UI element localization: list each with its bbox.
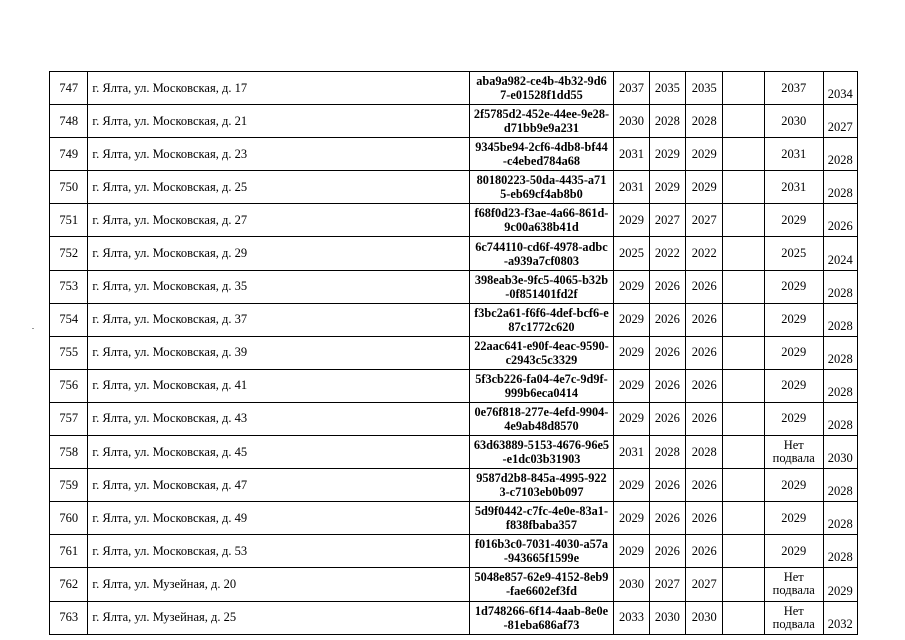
table-row bbox=[50, 105, 858, 138]
empty-cell bbox=[723, 436, 764, 469]
year-cell-2: 2026 bbox=[649, 535, 685, 568]
year-cell-3: 2022 bbox=[686, 237, 723, 270]
year-cell-5: 2029 bbox=[764, 336, 823, 369]
year-cell-1: 2033 bbox=[614, 601, 649, 634]
year-cell-3: 2029 bbox=[686, 138, 723, 171]
year-cell-2: 2027 bbox=[649, 568, 685, 601]
row-number-cell: 751 bbox=[50, 204, 88, 237]
year-cell-1: 2029 bbox=[614, 502, 649, 535]
year-cell-6: 2027 bbox=[823, 105, 857, 138]
table-row bbox=[50, 270, 858, 303]
table-row bbox=[50, 237, 858, 270]
year-cell-1: 2029 bbox=[614, 270, 649, 303]
house-guid-cell: aba9a982-ce4b-4b32-9d67-e01528f1dd55 bbox=[469, 72, 614, 105]
year-cell-2: 2028 bbox=[649, 436, 685, 469]
document-table-wrapper bbox=[49, 71, 858, 635]
house-guid-cell: 398eab3e-9fc5-4065-b32b-0f851401fd2f bbox=[469, 270, 614, 303]
year-cell-6: 2028 bbox=[823, 369, 857, 402]
year-cell-5: 2030 bbox=[764, 105, 823, 138]
year-cell-3: 2026 bbox=[686, 535, 723, 568]
year-cell-6: 2028 bbox=[823, 303, 857, 336]
house-guid-cell: 80180223-50da-4435-a715-eb69cf4ab8b0 bbox=[469, 171, 614, 204]
year-cell-6: 2028 bbox=[823, 171, 857, 204]
year-cell-3: 2030 bbox=[686, 601, 723, 634]
address-cell: г. Ялта, ул. Музейная, д. 20 bbox=[88, 568, 469, 601]
year-cell-1: 2031 bbox=[614, 436, 649, 469]
empty-cell bbox=[723, 72, 764, 105]
year-cell-5: Нет подвала bbox=[764, 436, 823, 469]
year-cell-5: 2029 bbox=[764, 402, 823, 435]
year-cell-1: 2025 bbox=[614, 237, 649, 270]
row-number-cell: 756 bbox=[50, 369, 88, 402]
house-guid-cell: f016b3c0-7031-4030-a57a-943665f1599e bbox=[469, 535, 614, 568]
year-cell-5: 2029 bbox=[764, 535, 823, 568]
row-number-cell: 761 bbox=[50, 535, 88, 568]
empty-cell bbox=[723, 171, 764, 204]
year-cell-2: 2022 bbox=[649, 237, 685, 270]
year-cell-6: 2028 bbox=[823, 469, 857, 502]
year-cell-2: 2030 bbox=[649, 601, 685, 634]
year-cell-6: 2028 bbox=[823, 270, 857, 303]
table-body bbox=[50, 72, 858, 635]
empty-cell bbox=[723, 535, 764, 568]
year-cell-3: 2026 bbox=[686, 303, 723, 336]
address-cell: г. Ялта, ул. Московская, д. 53 bbox=[88, 535, 469, 568]
table-row bbox=[50, 469, 858, 502]
year-cell-1: 2029 bbox=[614, 369, 649, 402]
year-cell-3: 2026 bbox=[686, 402, 723, 435]
house-guid-cell: 9587d2b8-845a-4995-9223-c7103eb0b097 bbox=[469, 469, 614, 502]
row-number-cell: 755 bbox=[50, 336, 88, 369]
year-cell-1: 2029 bbox=[614, 402, 649, 435]
empty-cell bbox=[723, 402, 764, 435]
year-cell-3: 2026 bbox=[686, 336, 723, 369]
row-number-cell: 752 bbox=[50, 237, 88, 270]
year-cell-6: 2026 bbox=[823, 204, 857, 237]
table-row bbox=[50, 502, 858, 535]
empty-cell bbox=[723, 270, 764, 303]
year-cell-6: 2029 bbox=[823, 568, 857, 601]
row-number-cell: 757 bbox=[50, 402, 88, 435]
house-guid-cell: f68f0d23-f3ae-4a66-861d-9c00a638b41d bbox=[469, 204, 614, 237]
year-cell-3: 2026 bbox=[686, 270, 723, 303]
empty-cell bbox=[723, 469, 764, 502]
year-cell-5: Нет подвала bbox=[764, 601, 823, 634]
address-cell: г. Ялта, ул. Московская, д. 47 bbox=[88, 469, 469, 502]
year-cell-6: 2028 bbox=[823, 535, 857, 568]
address-cell: г. Ялта, ул. Московская, д. 45 bbox=[88, 436, 469, 469]
table-row bbox=[50, 436, 858, 469]
table-row bbox=[50, 138, 858, 171]
house-guid-cell: 5048e857-62e9-4152-8eb9-fae6602ef3fd bbox=[469, 568, 614, 601]
year-cell-2: 2026 bbox=[649, 336, 685, 369]
address-cell: г. Ялта, ул. Московская, д. 35 bbox=[88, 270, 469, 303]
table-row bbox=[50, 72, 858, 105]
year-cell-1: 2029 bbox=[614, 204, 649, 237]
house-guid-cell: 6c744110-cd6f-4978-adbc-a939a7cf0803 bbox=[469, 237, 614, 270]
scan-speck bbox=[32, 328, 34, 329]
empty-cell bbox=[723, 138, 764, 171]
year-cell-5: 2031 bbox=[764, 138, 823, 171]
empty-cell bbox=[723, 105, 764, 138]
row-number-cell: 749 bbox=[50, 138, 88, 171]
year-cell-1: 2030 bbox=[614, 105, 649, 138]
year-cell-2: 2026 bbox=[649, 270, 685, 303]
year-cell-5: 2029 bbox=[764, 204, 823, 237]
address-cell: г. Ялта, ул. Московская, д. 29 bbox=[88, 237, 469, 270]
row-number-cell: 747 bbox=[50, 72, 88, 105]
year-cell-2: 2026 bbox=[649, 303, 685, 336]
house-guid-cell: 5f3cb226-fa04-4e7c-9d9f-999b6eca0414 bbox=[469, 369, 614, 402]
year-cell-2: 2027 bbox=[649, 204, 685, 237]
year-cell-2: 2035 bbox=[649, 72, 685, 105]
year-cell-6: 2028 bbox=[823, 402, 857, 435]
table-row bbox=[50, 535, 858, 568]
housing-repair-schedule-table bbox=[49, 71, 858, 635]
year-cell-1: 2031 bbox=[614, 138, 649, 171]
table-row bbox=[50, 369, 858, 402]
house-guid-cell: 1d748266-6f14-4aab-8e0e-81eba686af73 bbox=[469, 601, 614, 634]
table-row bbox=[50, 568, 858, 601]
year-cell-2: 2028 bbox=[649, 105, 685, 138]
year-cell-5: Нет подвала bbox=[764, 568, 823, 601]
address-cell: г. Ялта, ул. Московская, д. 43 bbox=[88, 402, 469, 435]
year-cell-2: 2026 bbox=[649, 402, 685, 435]
year-cell-3: 2026 bbox=[686, 502, 723, 535]
address-cell: г. Ялта, ул. Московская, д. 17 bbox=[88, 72, 469, 105]
row-number-cell: 753 bbox=[50, 270, 88, 303]
year-cell-1: 2029 bbox=[614, 303, 649, 336]
year-cell-5: 2025 bbox=[764, 237, 823, 270]
house-guid-cell: 22aac641-e90f-4eac-9590-c2943c5c3329 bbox=[469, 336, 614, 369]
row-number-cell: 762 bbox=[50, 568, 88, 601]
address-cell: г. Ялта, ул. Московская, д. 21 bbox=[88, 105, 469, 138]
house-guid-cell: 9345be94-2cf6-4db8-bf44-c4ebed784a68 bbox=[469, 138, 614, 171]
empty-cell bbox=[723, 237, 764, 270]
year-cell-5: 2029 bbox=[764, 502, 823, 535]
year-cell-1: 2037 bbox=[614, 72, 649, 105]
table-row bbox=[50, 204, 858, 237]
address-cell: г. Ялта, ул. Московская, д. 49 bbox=[88, 502, 469, 535]
year-cell-1: 2029 bbox=[614, 336, 649, 369]
year-cell-3: 2028 bbox=[686, 436, 723, 469]
row-number-cell: 748 bbox=[50, 105, 88, 138]
table-row bbox=[50, 303, 858, 336]
empty-cell bbox=[723, 369, 764, 402]
year-cell-5: 2031 bbox=[764, 171, 823, 204]
house-guid-cell: f3bc2a61-f6f6-4def-bcf6-e87c1772c620 bbox=[469, 303, 614, 336]
year-cell-2: 2026 bbox=[649, 469, 685, 502]
year-cell-6: 2032 bbox=[823, 601, 857, 634]
address-cell: г. Ялта, ул. Московская, д. 39 bbox=[88, 336, 469, 369]
address-cell: г. Ялта, ул. Московская, д. 27 bbox=[88, 204, 469, 237]
year-cell-3: 2027 bbox=[686, 568, 723, 601]
empty-cell bbox=[723, 601, 764, 634]
address-cell: г. Ялта, ул. Московская, д. 37 bbox=[88, 303, 469, 336]
year-cell-3: 2026 bbox=[686, 469, 723, 502]
year-cell-5: 2029 bbox=[764, 270, 823, 303]
year-cell-2: 2026 bbox=[649, 369, 685, 402]
empty-cell bbox=[723, 303, 764, 336]
table-row bbox=[50, 171, 858, 204]
row-number-cell: 754 bbox=[50, 303, 88, 336]
row-number-cell: 750 bbox=[50, 171, 88, 204]
house-guid-cell: 63d63889-5153-4676-96e5-e1dc03b31903 bbox=[469, 436, 614, 469]
year-cell-3: 2029 bbox=[686, 171, 723, 204]
year-cell-3: 2028 bbox=[686, 105, 723, 138]
address-cell: г. Ялта, ул. Московская, д. 41 bbox=[88, 369, 469, 402]
house-guid-cell: 2f5785d2-452e-44ee-9e28-d71bb9e9a231 bbox=[469, 105, 614, 138]
year-cell-6: 2030 bbox=[823, 436, 857, 469]
row-number-cell: 759 bbox=[50, 469, 88, 502]
year-cell-2: 2029 bbox=[649, 171, 685, 204]
empty-cell bbox=[723, 336, 764, 369]
year-cell-6: 2028 bbox=[823, 336, 857, 369]
house-guid-cell: 5d9f0442-c7fc-4e0e-83a1-f838fbaba357 bbox=[469, 502, 614, 535]
address-cell: г. Ялта, ул. Московская, д. 25 bbox=[88, 171, 469, 204]
empty-cell bbox=[723, 502, 764, 535]
row-number-cell: 758 bbox=[50, 436, 88, 469]
year-cell-6: 2034 bbox=[823, 72, 857, 105]
address-cell: г. Ялта, ул. Музейная, д. 25 bbox=[88, 601, 469, 634]
year-cell-2: 2026 bbox=[649, 502, 685, 535]
row-number-cell: 760 bbox=[50, 502, 88, 535]
year-cell-3: 2026 bbox=[686, 369, 723, 402]
year-cell-5: 2029 bbox=[764, 303, 823, 336]
row-number-cell: 763 bbox=[50, 601, 88, 634]
address-cell: г. Ялта, ул. Московская, д. 23 bbox=[88, 138, 469, 171]
house-guid-cell: 0e76f818-277e-4efd-9904-4e9ab48d8570 bbox=[469, 402, 614, 435]
year-cell-6: 2028 bbox=[823, 502, 857, 535]
year-cell-5: 2029 bbox=[764, 369, 823, 402]
empty-cell bbox=[723, 568, 764, 601]
table-row bbox=[50, 601, 858, 634]
year-cell-1: 2029 bbox=[614, 469, 649, 502]
year-cell-3: 2027 bbox=[686, 204, 723, 237]
table-row bbox=[50, 336, 858, 369]
year-cell-1: 2029 bbox=[614, 535, 649, 568]
year-cell-1: 2030 bbox=[614, 568, 649, 601]
empty-cell bbox=[723, 204, 764, 237]
year-cell-5: 2037 bbox=[764, 72, 823, 105]
year-cell-2: 2029 bbox=[649, 138, 685, 171]
year-cell-6: 2024 bbox=[823, 237, 857, 270]
year-cell-1: 2031 bbox=[614, 171, 649, 204]
year-cell-6: 2028 bbox=[823, 138, 857, 171]
year-cell-3: 2035 bbox=[686, 72, 723, 105]
table-row bbox=[50, 402, 858, 435]
year-cell-5: 2029 bbox=[764, 469, 823, 502]
